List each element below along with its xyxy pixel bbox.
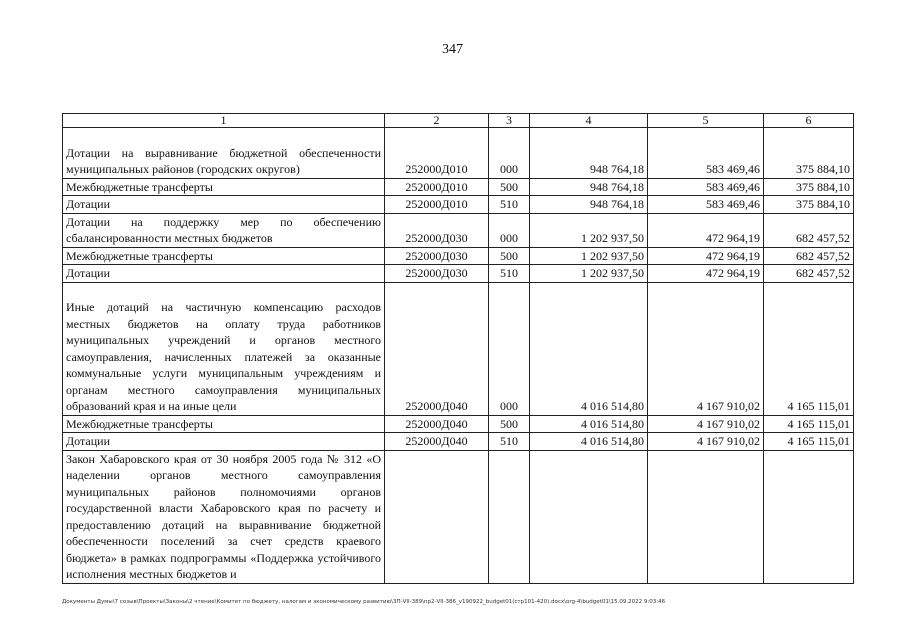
row-value-col4 xyxy=(530,450,648,583)
table-row xyxy=(63,433,854,451)
col-header-6: 6 xyxy=(764,114,854,128)
header-row xyxy=(63,114,854,128)
row-expense-type: 000 xyxy=(489,128,530,179)
row-expense-type: 500 xyxy=(489,415,530,433)
row-code: 252000Д040 xyxy=(385,415,489,433)
row-expense-type: 000 xyxy=(489,213,530,247)
row-value-col4: 948 764,18 xyxy=(530,196,648,214)
row-code: 252000Д010 xyxy=(385,178,489,196)
row-value-col5: 472 964,19 xyxy=(648,213,764,247)
row-code: 252000Д030 xyxy=(385,265,489,283)
row-value-col5: 4 167 910,02 xyxy=(648,282,764,415)
row-name: Дотации на поддержку мер по обеспечению сбалансированности местных бюджетов xyxy=(63,213,385,247)
col-header-4: 4 xyxy=(530,114,648,128)
row-name: Межбюджетные трансферты xyxy=(63,178,385,196)
row-expense-type xyxy=(489,450,530,583)
row-code: 252000Д010 xyxy=(385,128,489,179)
row-value-col6: 682 457,52 xyxy=(764,213,854,247)
row-value-col4: 4 016 514,80 xyxy=(530,433,648,451)
row-name: Закон Хабаровского края от 30 ноября 2005 года № 312 «О наделении органов местного самоуправления муниципальных районов полномочиями органов государственной власти Хабаровского края по расчету и предоставлению дотаций на выравнивание бюджетной обеспеченности поселений за счет средств краевого бюджета» в рамках подпрограммы «Поддержка устойчивого исполнения местных бюджетов и xyxy=(63,450,385,583)
row-name: Иные дотаций на частичную компенсацию расходов местных бюджетов на оплату труда работников муниципальных учреждений и органов местного самоуправления, начисленных платежей за оказанные коммунальные услуги муниципальным учреждениям и органам местного самоуправления муниципальных образований края и на иные цели xyxy=(63,282,385,415)
row-code: 252000Д040 xyxy=(385,433,489,451)
row-value-col5: 472 964,19 xyxy=(648,265,764,283)
table-row xyxy=(63,415,854,433)
row-expense-type: 500 xyxy=(489,178,530,196)
table-row xyxy=(63,196,854,214)
row-code: 252000Д010 xyxy=(385,196,489,214)
row-value-col4: 948 764,18 xyxy=(530,178,648,196)
row-value-col6: 4 165 115,01 xyxy=(764,415,854,433)
col-header-5: 5 xyxy=(648,114,764,128)
budget-table xyxy=(62,113,854,584)
table-row xyxy=(63,213,854,247)
row-value-col6: 375 884,10 xyxy=(764,196,854,214)
row-value-col4: 4 016 514,80 xyxy=(530,415,648,433)
row-value-col4: 1 202 937,50 xyxy=(530,213,648,247)
row-expense-type: 500 xyxy=(489,247,530,265)
col-header-1: 1 xyxy=(63,114,385,128)
row-value-col6: 375 884,10 xyxy=(764,128,854,179)
row-value-col5: 4 167 910,02 xyxy=(648,433,764,451)
row-value-col5: 583 469,46 xyxy=(648,128,764,179)
row-value-col4: 1 202 937,50 xyxy=(530,247,648,265)
row-value-col6: 375 884,10 xyxy=(764,178,854,196)
file-path-footer: Документы Думы\7 созыв\Проекты\Законы\2 чтение\Комитет по бюджету, налогам и экономическому развитию\3П-VII-389\пр2-VII-386_v190922_budget01(стр101-420).docx\org-4\budget01\15.09.2022 9:03:46 xyxy=(62,599,666,605)
table-row xyxy=(63,247,854,265)
row-expense-type: 510 xyxy=(489,433,530,451)
table-row xyxy=(63,450,854,583)
row-name: Дотации xyxy=(63,265,385,283)
row-name: Дотации xyxy=(63,433,385,451)
row-value-col6: 4 165 115,01 xyxy=(764,282,854,415)
table-row xyxy=(63,282,854,415)
row-code xyxy=(385,450,489,583)
row-value-col5: 583 469,46 xyxy=(648,178,764,196)
row-value-col6: 682 457,52 xyxy=(764,265,854,283)
table-row xyxy=(63,178,854,196)
row-value-col6 xyxy=(764,450,854,583)
row-value-col5 xyxy=(648,450,764,583)
row-code: 252000Д030 xyxy=(385,247,489,265)
row-name: Дотации на выравнивание бюджетной обеспеченности муниципальных районов (городских округов) xyxy=(63,128,385,179)
row-expense-type: 000 xyxy=(489,282,530,415)
row-name: Межбюджетные трансферты xyxy=(63,415,385,433)
col-header-3: 3 xyxy=(489,114,530,128)
row-name: Дотации xyxy=(63,196,385,214)
row-value-col6: 682 457,52 xyxy=(764,247,854,265)
row-value-col5: 4 167 910,02 xyxy=(648,415,764,433)
row-value-col5: 472 964,19 xyxy=(648,247,764,265)
row-code: 252000Д040 xyxy=(385,282,489,415)
row-code: 252000Д030 xyxy=(385,213,489,247)
row-value-col4: 4 016 514,80 xyxy=(530,282,648,415)
col-header-2: 2 xyxy=(385,114,489,128)
row-expense-type: 510 xyxy=(489,265,530,283)
row-value-col6: 4 165 115,01 xyxy=(764,433,854,451)
table-row xyxy=(63,265,854,283)
row-name: Межбюджетные трансферты xyxy=(63,247,385,265)
row-expense-type: 510 xyxy=(489,196,530,214)
table-row xyxy=(63,128,854,179)
page-number: 347 xyxy=(442,42,463,57)
row-value-col4: 948 764,18 xyxy=(530,128,648,179)
row-value-col4: 1 202 937,50 xyxy=(530,265,648,283)
row-value-col5: 583 469,46 xyxy=(648,196,764,214)
